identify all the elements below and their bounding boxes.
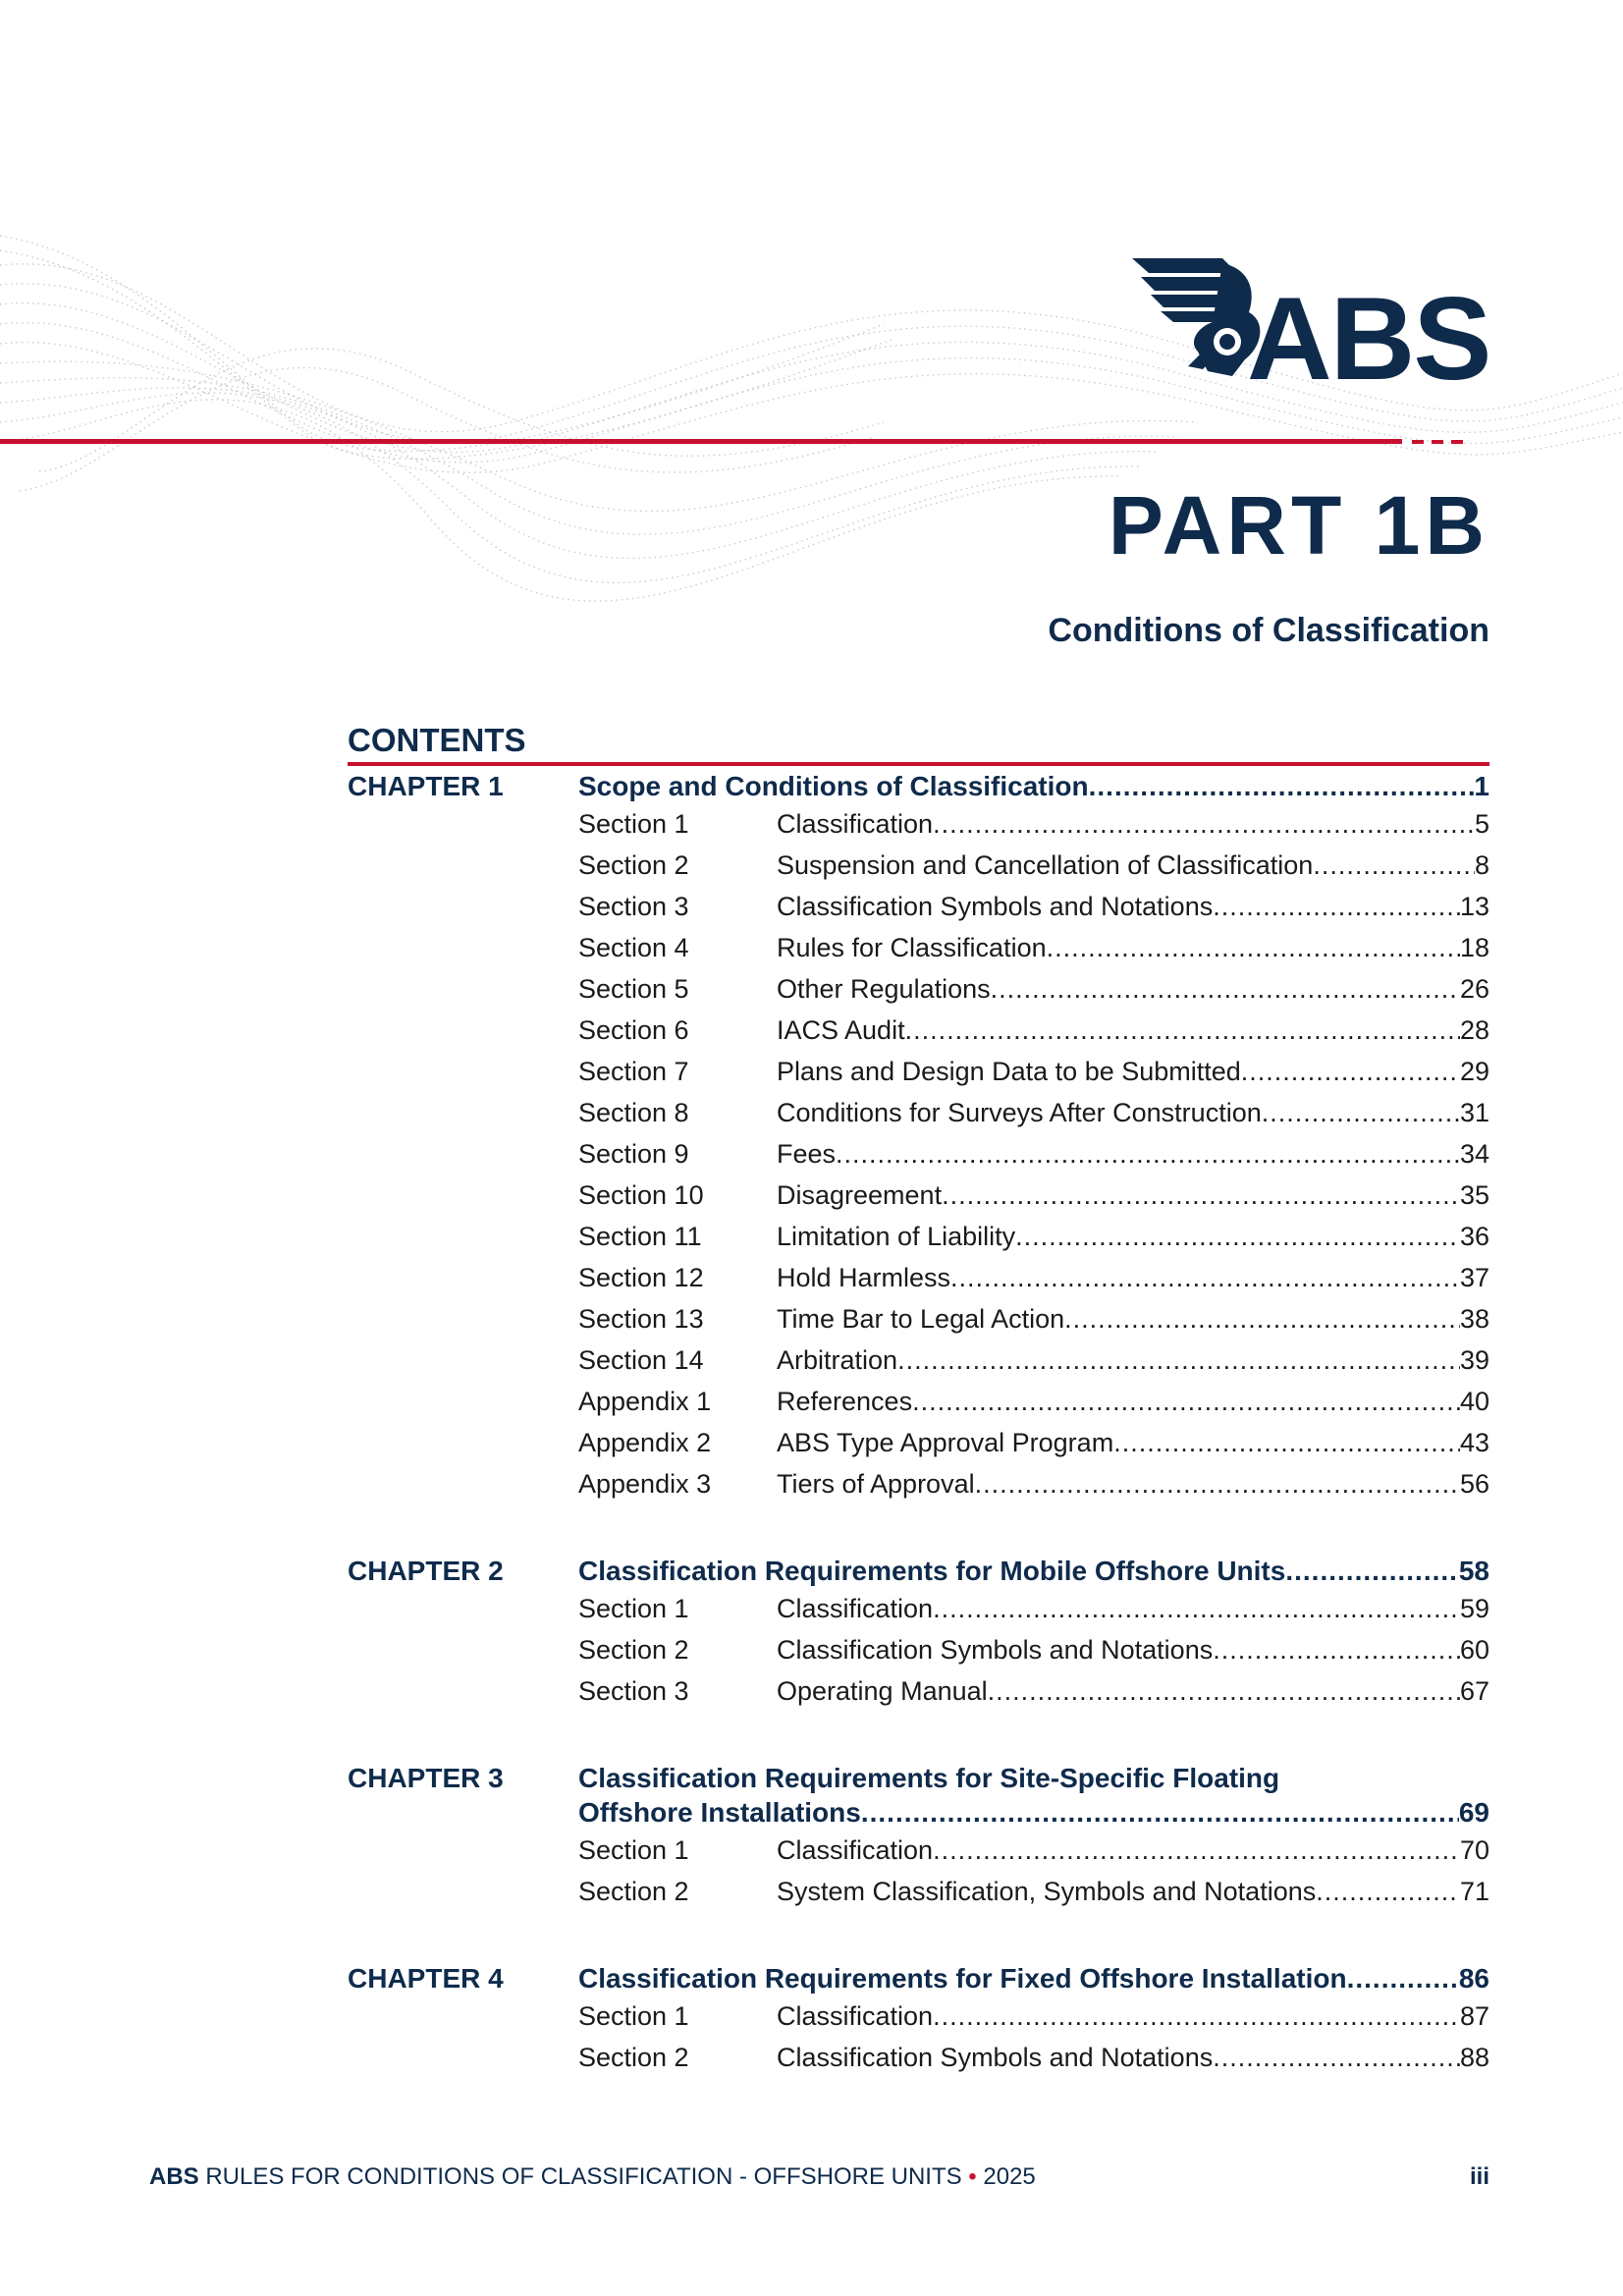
section-title: Limitation of Liability	[777, 1222, 1016, 1251]
section-label: Section 8	[578, 1098, 689, 1127]
dot-leader	[912, 1381, 1460, 1422]
section-label: Section 3	[578, 1676, 689, 1706]
section-page-number: 8	[1474, 850, 1489, 880]
section-page-number: 36	[1459, 1222, 1489, 1251]
section-label: Section 10	[578, 1180, 704, 1210]
toc-entry[interactable]	[578, 1010, 1489, 1051]
section-page-number: 34	[1459, 1139, 1489, 1169]
chapter-page-number: 58	[1458, 1556, 1489, 1586]
table-of-contents	[348, 766, 1489, 2078]
section-page-number: 18	[1459, 933, 1489, 962]
toc-entry[interactable]	[578, 1588, 1489, 1629]
section-label: Section 6	[578, 1015, 689, 1045]
section-title: IACS Audit	[777, 1015, 905, 1045]
toc-entry[interactable]	[578, 1629, 1489, 1670]
abs-logo-wordmark: ABS	[1247, 273, 1490, 405]
section-label: Section 7	[578, 1057, 689, 1086]
section-title: Arbitration	[777, 1345, 898, 1375]
section-label: Section 1	[578, 1594, 689, 1623]
section-page-number: 28	[1459, 1015, 1489, 1045]
section-title: Time Bar to Legal Action	[777, 1304, 1065, 1334]
chapter-title: Scope and Conditions of Classification	[578, 771, 1089, 801]
chapter-title-link[interactable]	[578, 1958, 1489, 1995]
chapter-title-link[interactable]	[578, 1795, 1489, 1830]
section-title: Operating Manual	[777, 1676, 988, 1706]
dot-leader	[933, 1830, 1460, 1871]
dot-leader	[991, 968, 1460, 1010]
dot-leader	[836, 1133, 1460, 1175]
footer-year: 2025	[983, 2163, 1036, 2190]
toc-entry[interactable]	[578, 1381, 1489, 1422]
header-red-rule	[0, 439, 1402, 444]
section-label: Section 13	[578, 1304, 704, 1334]
dot-leader	[1047, 927, 1460, 968]
dot-leader	[1213, 2037, 1460, 2078]
toc-entry[interactable]	[578, 927, 1489, 968]
section-page-number: 37	[1459, 1263, 1489, 1292]
footer-title	[149, 2162, 1036, 2192]
section-title: Conditions for Surveys After Construction	[777, 1098, 1262, 1127]
dot-leader	[988, 1670, 1460, 1712]
section-label: Section 12	[578, 1263, 704, 1292]
dot-leader	[897, 1339, 1460, 1381]
section-title: Suspension and Cancellation of Classification	[777, 850, 1314, 880]
section-page-number: 13	[1459, 892, 1489, 921]
chapter-page-number: 1	[1474, 771, 1489, 801]
dot-leader	[1285, 1554, 1459, 1588]
page-footer	[149, 2162, 1489, 2192]
section-page-number: 29	[1459, 1057, 1489, 1086]
section-page-number: 39	[1459, 1345, 1489, 1375]
section-page-number: 67	[1459, 1676, 1489, 1706]
toc-entry[interactable]	[578, 968, 1489, 1010]
section-page-number: 56	[1459, 1469, 1489, 1499]
section-title: Classification	[777, 2001, 934, 2031]
section-label: Section 9	[578, 1139, 689, 1169]
toc-entry[interactable]	[578, 1216, 1489, 1257]
section-label: Section 4	[578, 933, 689, 962]
dot-leader	[1213, 1629, 1460, 1670]
footer-brand: ABS	[149, 2163, 199, 2190]
section-title: Classification Symbols and Notations	[777, 2043, 1214, 2072]
chapter-title: Classification Requirements for Fixed Offshore Installation	[578, 1963, 1347, 1994]
section-label: Section 1	[578, 809, 689, 839]
footer-separator: •	[968, 2163, 977, 2190]
section-title: Fees	[777, 1139, 837, 1169]
dot-leader	[905, 1010, 1460, 1051]
section-title: Classification	[777, 1835, 934, 1865]
toc-entry[interactable]	[578, 1339, 1489, 1381]
section-label: Section 1	[578, 2001, 689, 2031]
toc-entry[interactable]	[578, 1092, 1489, 1133]
chapter-label: CHAPTER 1	[348, 771, 504, 801]
section-title: Rules for Classification	[777, 933, 1047, 962]
section-page-number: 5	[1474, 809, 1489, 839]
section-label: Appendix 2	[578, 1428, 712, 1457]
section-label: Section 11	[578, 1222, 702, 1251]
dot-leader	[1089, 769, 1475, 803]
toc-entry[interactable]	[578, 1670, 1489, 1712]
section-title: Hold Harmless	[777, 1263, 951, 1292]
chapter-2	[348, 1551, 1489, 1712]
section-label: Appendix 3	[578, 1469, 712, 1499]
dot-leader	[933, 1995, 1460, 2037]
section-page-number: 70	[1459, 1835, 1489, 1865]
section-page-number: 40	[1459, 1387, 1489, 1416]
toc-entry[interactable]	[578, 845, 1489, 886]
dot-leader	[1347, 1961, 1459, 1995]
section-title: Disagreement	[777, 1180, 943, 1210]
section-title: Classification Symbols and Notations	[777, 1635, 1214, 1665]
part-subtitle: Conditions of Classification	[1048, 612, 1489, 649]
toc-entry[interactable]	[578, 886, 1489, 927]
dot-leader	[1064, 1298, 1460, 1339]
chapter-label: CHAPTER 4	[348, 1963, 504, 1994]
toc-entry[interactable]	[578, 803, 1489, 845]
footer-page-number: iii	[1469, 2163, 1489, 2190]
toc-entry[interactable]	[578, 1051, 1489, 1092]
section-title: References	[777, 1387, 913, 1416]
dot-leader	[975, 1463, 1460, 1504]
chapter-title: Classification Requirements for Mobile Offshore Units	[578, 1556, 1286, 1586]
dot-leader	[1015, 1216, 1460, 1257]
section-page-number: 71	[1459, 1877, 1489, 1906]
contents-heading: CONTENTS	[348, 722, 526, 758]
chapter-1	[348, 766, 1489, 1504]
section-title: ABS Type Approval Program	[777, 1428, 1114, 1457]
section-page-number: 60	[1459, 1635, 1489, 1665]
red-dash-1	[1412, 440, 1424, 444]
chapter-title-link[interactable]	[578, 1551, 1489, 1588]
toc-entry[interactable]	[578, 1830, 1489, 1871]
part-title: PART 1B	[1108, 479, 1489, 572]
dot-leader	[1262, 1092, 1460, 1133]
chapter-page-number: 86	[1458, 1963, 1489, 1994]
toc-entry[interactable]	[578, 1995, 1489, 2037]
chapter-title-link[interactable]	[578, 766, 1489, 803]
section-title: System Classification, Symbols and Notations	[777, 1877, 1317, 1906]
chapter-page-number: 69	[1458, 1797, 1489, 1828]
toc-entry[interactable]	[578, 1133, 1489, 1175]
chapter-title-line1[interactable]	[578, 1758, 1489, 1795]
section-label: Section 1	[578, 1835, 689, 1865]
red-dash-2	[1432, 440, 1443, 444]
section-label: Section 3	[578, 892, 689, 921]
section-title: Classification Symbols and Notations	[777, 892, 1214, 921]
section-page-number: 26	[1459, 974, 1489, 1004]
toc-entry[interactable]	[578, 1257, 1489, 1298]
toc-entry[interactable]	[578, 1298, 1489, 1339]
dot-leader	[933, 803, 1475, 845]
section-label: Section 5	[578, 974, 689, 1004]
chapter-3	[348, 1758, 1489, 1912]
dot-leader	[1213, 886, 1460, 927]
section-page-number: 38	[1459, 1304, 1489, 1334]
dot-leader	[1316, 1871, 1460, 1912]
dot-leader	[942, 1175, 1460, 1216]
section-title: Classification	[777, 1594, 934, 1623]
section-label: Section 14	[578, 1345, 704, 1375]
section-page-number: 31	[1459, 1098, 1489, 1127]
dot-leader	[1241, 1051, 1460, 1092]
dot-leader	[950, 1257, 1460, 1298]
chapter-label: CHAPTER 3	[348, 1763, 504, 1793]
section-label: Appendix 1	[578, 1387, 712, 1416]
dot-leader	[1313, 845, 1475, 886]
section-title: Plans and Design Data to be Submitted	[777, 1057, 1241, 1086]
section-title: Other Regulations	[777, 974, 991, 1004]
dot-leader	[861, 1795, 1459, 1830]
dot-leader	[1113, 1422, 1460, 1463]
chapter-label: CHAPTER 2	[348, 1556, 504, 1586]
section-label: Section 2	[578, 1635, 689, 1665]
red-dash-3	[1451, 440, 1463, 444]
section-label: Section 2	[578, 850, 689, 880]
section-page-number: 88	[1459, 2043, 1489, 2072]
section-page-number: 87	[1459, 2001, 1489, 2031]
section-label: Section 2	[578, 1877, 689, 1906]
toc-entry[interactable]	[578, 1175, 1489, 1216]
toc-entry[interactable]	[578, 1463, 1489, 1504]
section-page-number: 43	[1459, 1428, 1489, 1457]
section-title: Tiers of Approval	[777, 1469, 975, 1499]
chapter-title-first-line: Classification Requirements for Site-Specific Floating	[578, 1763, 1280, 1793]
toc-entry[interactable]	[578, 2037, 1489, 2078]
toc-entry[interactable]	[578, 1871, 1489, 1912]
section-page-number: 59	[1459, 1594, 1489, 1623]
dot-leader	[933, 1588, 1460, 1629]
footer-document-title: RULES FOR CONDITIONS OF CLASSIFICATION - OFFSHORE UNITS	[205, 2163, 962, 2190]
toc-entry[interactable]	[578, 1422, 1489, 1463]
chapter-4	[348, 1958, 1489, 2078]
section-page-number: 35	[1459, 1180, 1489, 1210]
section-label: Section 2	[578, 2043, 689, 2072]
chapter-title: Offshore Installations	[578, 1797, 861, 1828]
section-title: Classification	[777, 809, 934, 839]
